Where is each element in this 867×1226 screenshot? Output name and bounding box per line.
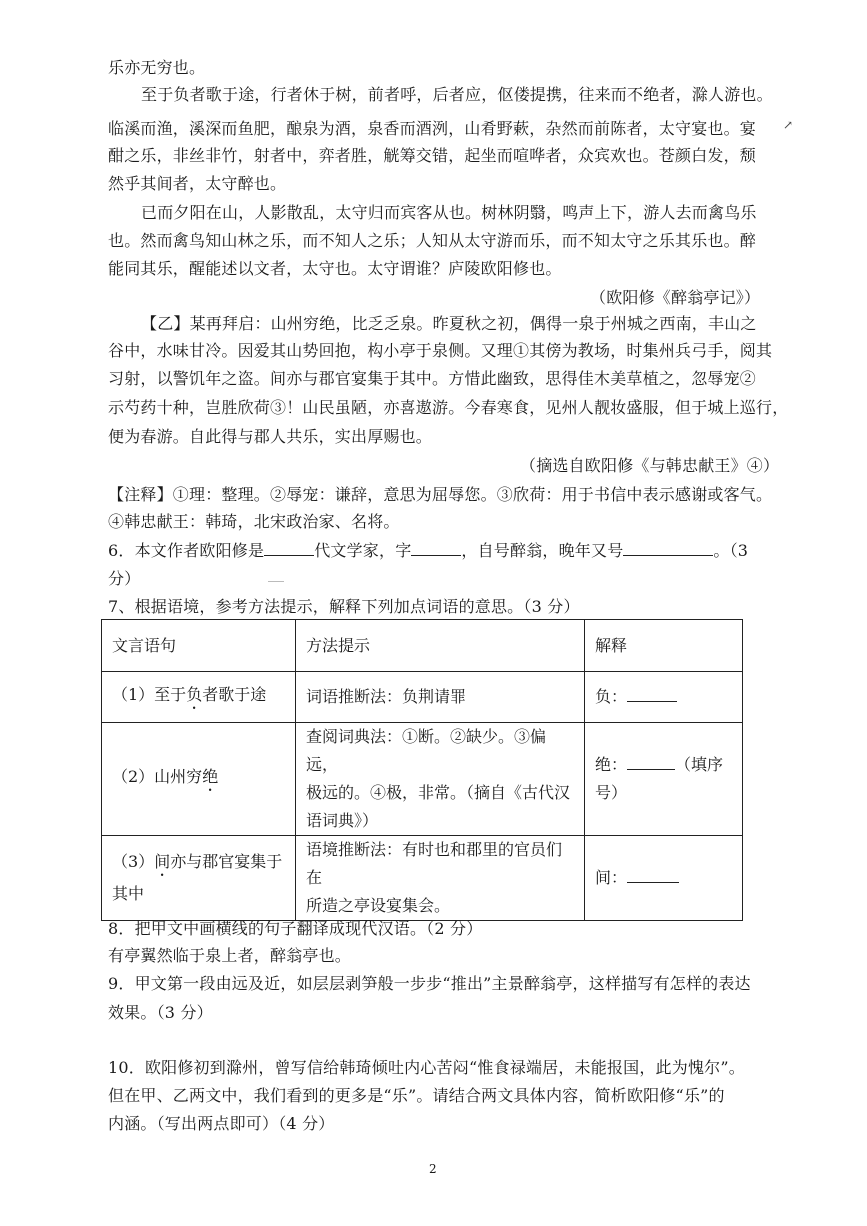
question-7-prompt: 7、根据语境，参考方法提示，解释下列加点词语的意思。（3 分） [108, 597, 580, 616]
q6-text-d: 。（3 [713, 541, 749, 560]
q6-text-a: 6．本文作者欧阳修是 [108, 541, 265, 560]
table-header-row [102, 620, 743, 672]
table-row [102, 836, 743, 921]
header-explanation: 解释 [585, 620, 743, 672]
question-10-line-2: 但在甲、乙两文中，我们看到的更多是“乐”。请结合两文具体内容，简析欧阳修“乐”的 [108, 1086, 725, 1105]
page-number: 2 [429, 1162, 437, 1176]
question-9-line-2: 效果。（3 分） [108, 1003, 213, 1022]
dotted-word: 负 [186, 685, 203, 704]
q6-dynasty-blank[interactable] [264, 555, 314, 556]
row2-answer: 绝： （填序号） [585, 723, 743, 836]
q7-table [101, 619, 743, 921]
row1-answer: 负： [585, 672, 743, 723]
passage-b-line-2: 谷中，水味甘冷。因爱其山势回抱，构小亭于泉侧。又理①其傍为教场，时集州兵弓手，阅其 [108, 341, 773, 360]
passage-b-line-5: 便为春游。自此得与郡人共乐，实出厚赐也。 [108, 427, 433, 446]
dotted-word: 绝 [202, 767, 219, 786]
passage-a-line-2: 至于负者歌于途，行者休于树，前者呼，后者应，伛偻提携，往来而不绝者，滁人游也。 [141, 85, 773, 104]
passage-b-line-3: 习射，以警饥年之盗。间亦与郡官宴集于其中。方惜此幽致，思得佳木美草植之，忽辱宠② [108, 369, 757, 388]
row2-answer-blank[interactable] [627, 769, 675, 770]
passage-a-line-7: 也。然而禽鸟知山林之乐，而不知人之乐；人知从太守游而乐，而不知太守之乐其乐也。醉 [108, 231, 757, 250]
passage-a-line-6: 已而夕阳在山，人影散乱，太守归而宾客从也。树林阴翳，鸣声上下，游人去而禽鸟乐 [141, 203, 757, 222]
row1-method: 词语推断法：负荆请罪 [296, 672, 585, 723]
q6-late-name-blank[interactable] [623, 555, 713, 556]
passage-a-line-1: 乐亦无穷也。 [108, 58, 206, 77]
question-8-sentence: 有亭翼然临于泉上者，醉翁亭也。 [108, 946, 352, 965]
row3-method: 语境推断法：有时也和郡里的官员们在 所造之亭设宴集会。 [296, 836, 585, 921]
notes-line-2: ④韩忠献王：韩琦，北宋政治家、名将。 [108, 512, 400, 531]
row2-sentence: （2）山州穷绝 [102, 723, 296, 836]
table-row [102, 672, 743, 723]
table-row [102, 723, 743, 836]
passage-b-source: （摘选自欧阳修《与韩忠献王》④） [520, 456, 780, 475]
q6-text-c: ，自号醉翁，晚年又号 [461, 541, 624, 560]
row2-method: 查阅词典法：①断。②缺少。③偏远， 极远的。④极，非常。（摘自《古代汉 语词典》） [296, 723, 585, 836]
question-10-line-3: 内涵。（写出两点即可）（4 分） [108, 1114, 335, 1133]
question-9-line-1: 9．甲文第一段由远及近，如层层剥笋般一步步“推出”主景醉翁亭，这样描写有怎样的表达 [108, 974, 751, 993]
row1-answer-blank[interactable] [627, 701, 677, 702]
row3-answer: 间： [585, 836, 743, 921]
row3-answer-blank[interactable] [627, 882, 679, 883]
question-6-cont: 分） [108, 569, 141, 588]
question-8-prompt: 8．把甲文中画横线的句子翻译成现代汉语。（2 分） [108, 919, 483, 938]
passage-b-line-1: 【乙】某再拜启：山州穷绝，比乏乏泉。昨夏秋之初，偶得一泉于州城之西南，丰山之 [141, 314, 757, 333]
passage-a-line-5: 然乎其间者，太守醉也。 [108, 174, 287, 193]
q6-text-b: 代文学家，字 [314, 541, 412, 560]
passage-a-line-4: 酣之乐，非丝非竹，射者中，弈者胜，觥筹交错，起坐而喧哗者，众宾欢也。苍颜白发，颓 [108, 146, 757, 165]
passage-b-line-4: 示芍药十种，岂胜欣荷③！山民虽陋，亦喜遨游。今春寒食，见州人靓妆盛服，但于城上巡行， [108, 398, 789, 417]
scan-mark [268, 581, 284, 582]
row3-sentence: （3）间亦与郡官宴集于 其中 [102, 836, 296, 921]
q6-courtesy-name-blank[interactable] [411, 555, 461, 556]
question-6 [108, 541, 748, 561]
header-method: 方法提示 [296, 620, 585, 672]
dotted-word: 间 [154, 852, 171, 871]
header-sentence: 文言语句 [102, 620, 296, 672]
notes-line-1: 【注释】①理：整理。②辱宠：谦辞，意思为屈辱您。③欣荷：用于书信中表示感谢或客气。 [108, 485, 773, 504]
question-10-line-1: 10．欧阳修初到滁州，曾写信给韩琦倾吐内心苦闷“惟食禄端居，未能报国，此为愧尔”。 [108, 1058, 745, 1077]
passage-a-source: （欧阳修《醉翁亭记》） [590, 288, 761, 307]
passage-a-line-8: 能同其乐，醒能述以文者，太守也。太守谓谁？庐陵欧阳修也。 [108, 259, 562, 278]
passage-a-line-3: 临溪而渔，溪深而鱼肥，酿泉为酒，泉香而酒洌，山肴野蔌，杂然而前陈者，太守宴也。宴 [108, 119, 757, 138]
row1-sentence: （1）至于负者歌于途 [102, 672, 296, 723]
margin-mark: ↗ [783, 118, 794, 132]
